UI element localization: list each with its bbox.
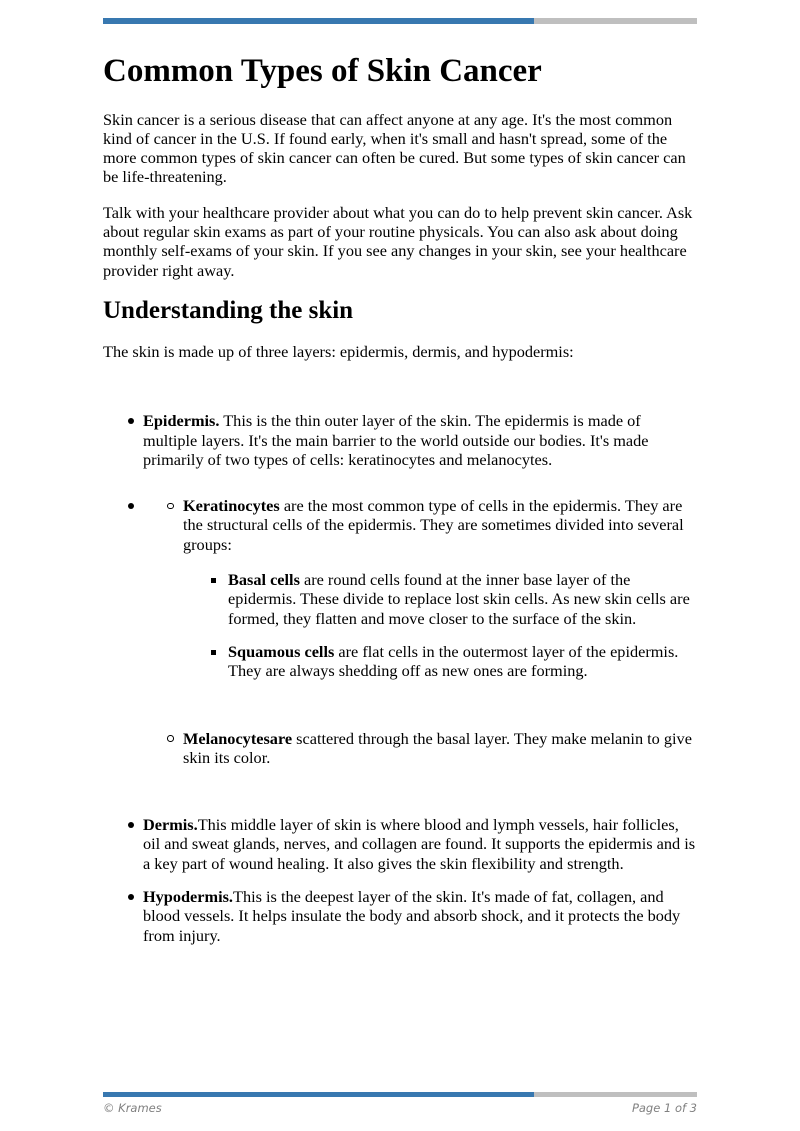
intro-paragraph-2: Talk with your healthcare provider about what you can do to help prevent skin cancer. Ask about regular skin exams as part of your routine physicals. You can also ask about doing monthly self-exams of your skin. If you see any changes in your skin, see your healthcare provider right away. bbox=[103, 202, 693, 280]
dermis-term: Dermis. bbox=[143, 815, 198, 835]
list-item-hypodermis bbox=[143, 887, 697, 945]
top-accent-bar bbox=[103, 18, 697, 24]
footer-accent-bar bbox=[103, 1092, 697, 1097]
footer-copyright: © Krames bbox=[103, 1101, 162, 1115]
squamous-cells-text: are flat cells in the outermost layer of the epidermis. They are always shedding off as new ones are forming. bbox=[228, 641, 679, 681]
top-accent-bar-blue-segment bbox=[103, 18, 534, 24]
list-item-squamous-cells bbox=[228, 642, 697, 681]
footer-text-row bbox=[103, 1101, 697, 1115]
epidermis-text: This is the thin outer layer of the skin. The epidermis is made of multiple layers. It's the main barrier to the world outside our bodies. It's made primarily of two types of cells: keratinocytes and melanocytes. bbox=[143, 411, 649, 469]
list-item-epidermis bbox=[143, 411, 697, 469]
epidermis-term: Epidermis. bbox=[143, 411, 220, 431]
section-lead-paragraph: The skin is made up of three layers: epidermis, dermis, and hypodermis: bbox=[103, 341, 574, 361]
list-item-melanocytes bbox=[183, 729, 697, 768]
hypodermis-text: This is the deepest layer of the skin. It's made of fat, collagen, and blood vessels. It helps insulate the body and absorb shock, and it protects the body from injury. bbox=[143, 887, 681, 945]
list-item-basal-cells bbox=[228, 570, 697, 628]
page-title: Common Types of Skin Cancer bbox=[103, 53, 542, 89]
melanocytes-text: scattered through the basal layer. They make melanin to give skin its color. bbox=[183, 728, 692, 767]
keratinocytes-term: Keratinocytes bbox=[183, 496, 280, 516]
list-item-empty-bullet bbox=[143, 496, 697, 767]
keratinocyte-groups-sublist bbox=[183, 570, 697, 680]
dermis-text: This middle layer of skin is where blood and lymph vessels, hair follicles, oil and sweat glands, nerves, and collagen are found. It supports the epidermis and is a key part of wound healing. It also gives the skin flexibility and strength. bbox=[143, 815, 696, 873]
skin-layers-list bbox=[103, 411, 697, 945]
top-accent-bar-gray-segment bbox=[534, 18, 697, 24]
list-item-dermis bbox=[143, 815, 697, 873]
page-content bbox=[0, 18, 800, 945]
list-item-keratinocytes bbox=[183, 496, 697, 680]
basal-cells-term: Basal cells bbox=[228, 570, 300, 590]
footer-accent-bar-gray-segment bbox=[534, 1092, 697, 1097]
page-footer bbox=[103, 1092, 697, 1115]
basal-cells-text: are round cells found at the inner base layer of the epidermis. These divide to replace lost skin cells. As new skin cells are formed, they flatten and move closer to the surface of the skin. bbox=[228, 570, 690, 628]
melanocytes-term: Melanocytesare bbox=[183, 728, 293, 748]
squamous-cells-term: Squamous cells bbox=[228, 641, 335, 661]
keratinocytes-text: are the most common type of cells in the epidermis. They are the structural cells of the epidermis. They are sometimes divided into several groups: bbox=[183, 496, 684, 554]
footer-page-number: Page 1 of 3 bbox=[631, 1101, 697, 1115]
hypodermis-term: Hypodermis. bbox=[143, 887, 234, 907]
footer-accent-bar-blue-segment bbox=[103, 1092, 534, 1097]
epidermis-cells-sublist bbox=[143, 496, 697, 767]
intro-paragraph-1: Skin cancer is a serious disease that can affect anyone at any age. It's the most common kind of cancer in the U.S. If found early, when it's small and hasn't spread, some of the more common types of skin cancer can often be cured. But some types of skin cancer can be life-threatening. bbox=[103, 109, 686, 187]
section-heading: Understanding the skin bbox=[103, 296, 354, 324]
